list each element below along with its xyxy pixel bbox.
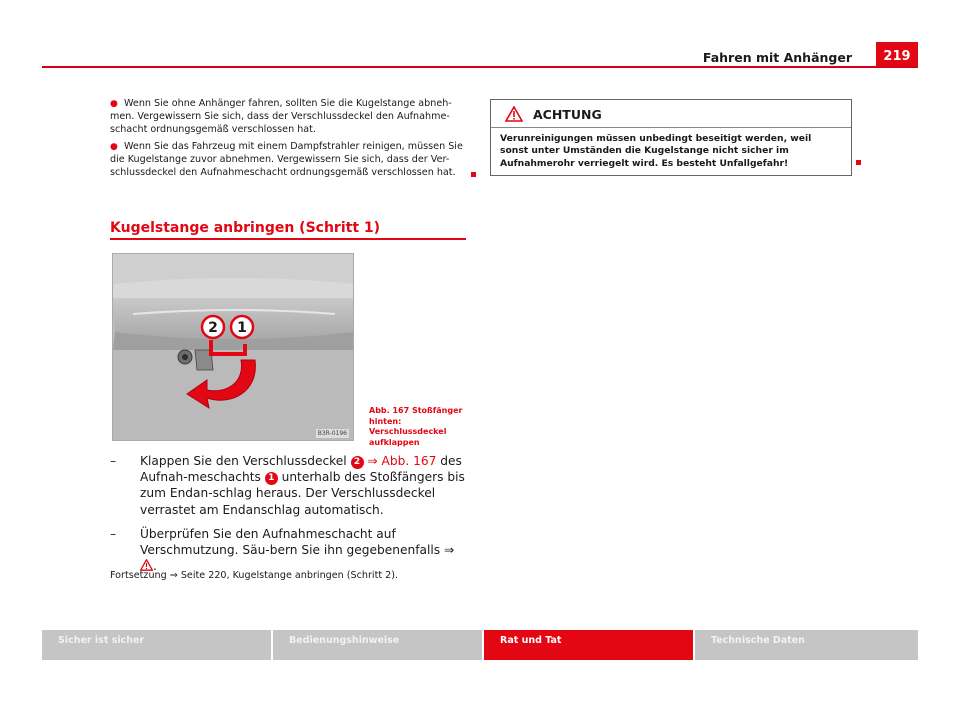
chapter-title: Fahren mit Anhänger <box>702 50 852 65</box>
header-divider <box>42 66 918 68</box>
callout-2-badge: 2 <box>351 456 364 469</box>
figure-callout-2 <box>202 316 224 338</box>
step-dash: – <box>110 526 117 541</box>
instruction-steps <box>110 453 468 582</box>
step-text: des Aufnah-meschachts <box>140 454 462 485</box>
step-text: unterhalb des Stoßfängers bis zum Endan-schlag heraus. Der Verschlussdeckel verrastet am Endanschlag automatisch. <box>140 470 465 517</box>
step-text: Klappen Sie den Verschlussdeckel <box>140 454 347 468</box>
footer-tab-sicher-ist-sicher[interactable]: Sicher ist sicher <box>42 630 273 660</box>
bullet-item <box>110 98 466 136</box>
section-heading-rule <box>110 238 466 240</box>
figure-callouts <box>113 254 354 441</box>
figure-caption: Abb. 167 Stoßfänger hinten: Verschlussdeckel aufklappen <box>369 406 463 447</box>
warning-end-marker <box>856 160 861 165</box>
footer-tab-technische-daten[interactable]: Technische Daten <box>695 630 918 660</box>
step-text: . <box>153 559 157 574</box>
figure-reference-link[interactable]: ⇒ Abb. 167 <box>367 454 437 468</box>
step-text: Überprüfen Sie den Aufnahmeschacht auf Verschmutzung. Säu-bern Sie ihn gegebenenfalls ⇒ <box>140 526 455 558</box>
bullet-marker: ● <box>110 142 118 153</box>
figure-code: B3R-0196 <box>317 430 347 437</box>
page-number: 219 <box>876 42 918 68</box>
bullet-text: Wenn Sie das Fahrzeug mit einem Dampfstrahler reinigen, müssen Sie die Kugelstange zuvor abnehmen. Vergewissern Sie sich, dass der Ver-schlussdeckel den Aufnahmeschacht ordnungsgemäß verschlossen hat. <box>110 141 463 178</box>
bullet-item <box>110 141 466 179</box>
bullet-marker: ● <box>110 99 118 109</box>
bullet-text: Wenn Sie ohne Anhänger fahren, sollten Sie die Kugelstange abneh-men. Vergewissern Sie sich, dass der Verschlussdeckel den Aufnahme-schacht ordnungsgemäß verschlossen hat. <box>110 98 452 135</box>
step-item <box>110 453 468 518</box>
continuation-link[interactable]: Fortsetzung ⇒ Seite 220, Kugelstange anbringen (Schritt 2). <box>110 570 399 581</box>
figure-bumper-illustration <box>112 253 354 441</box>
footer-tab-rat-und-tat[interactable]: Rat und Tat <box>484 630 695 660</box>
svg-text:1: 1 <box>237 320 247 336</box>
warning-header <box>491 100 851 128</box>
warning-triangle-icon <box>505 106 523 122</box>
warning-text: Verunreinigungen müssen unbedingt beseitigt werden, weil sonst unter Umständen die Kugelstange nicht sicher im Aufnahmerohr verriegelt wird. Es besteht Unfallgefahr! <box>500 133 812 169</box>
step-dash: – <box>110 454 117 468</box>
figure-callout-1 <box>231 316 253 338</box>
intro-bullets <box>110 98 466 185</box>
warning-box <box>490 99 852 176</box>
warning-label: ACHTUNG <box>533 107 602 122</box>
footer-tab-bedienungshinweise[interactable]: Bedienungshinweise <box>273 630 484 660</box>
section-end-marker <box>471 172 476 177</box>
callout-1-badge: 1 <box>265 472 278 485</box>
step-item <box>110 526 468 575</box>
footer-navigation <box>42 630 918 660</box>
section-heading: Kugelstange anbringen (Schritt 1) <box>110 220 381 236</box>
svg-text:2: 2 <box>208 320 218 336</box>
